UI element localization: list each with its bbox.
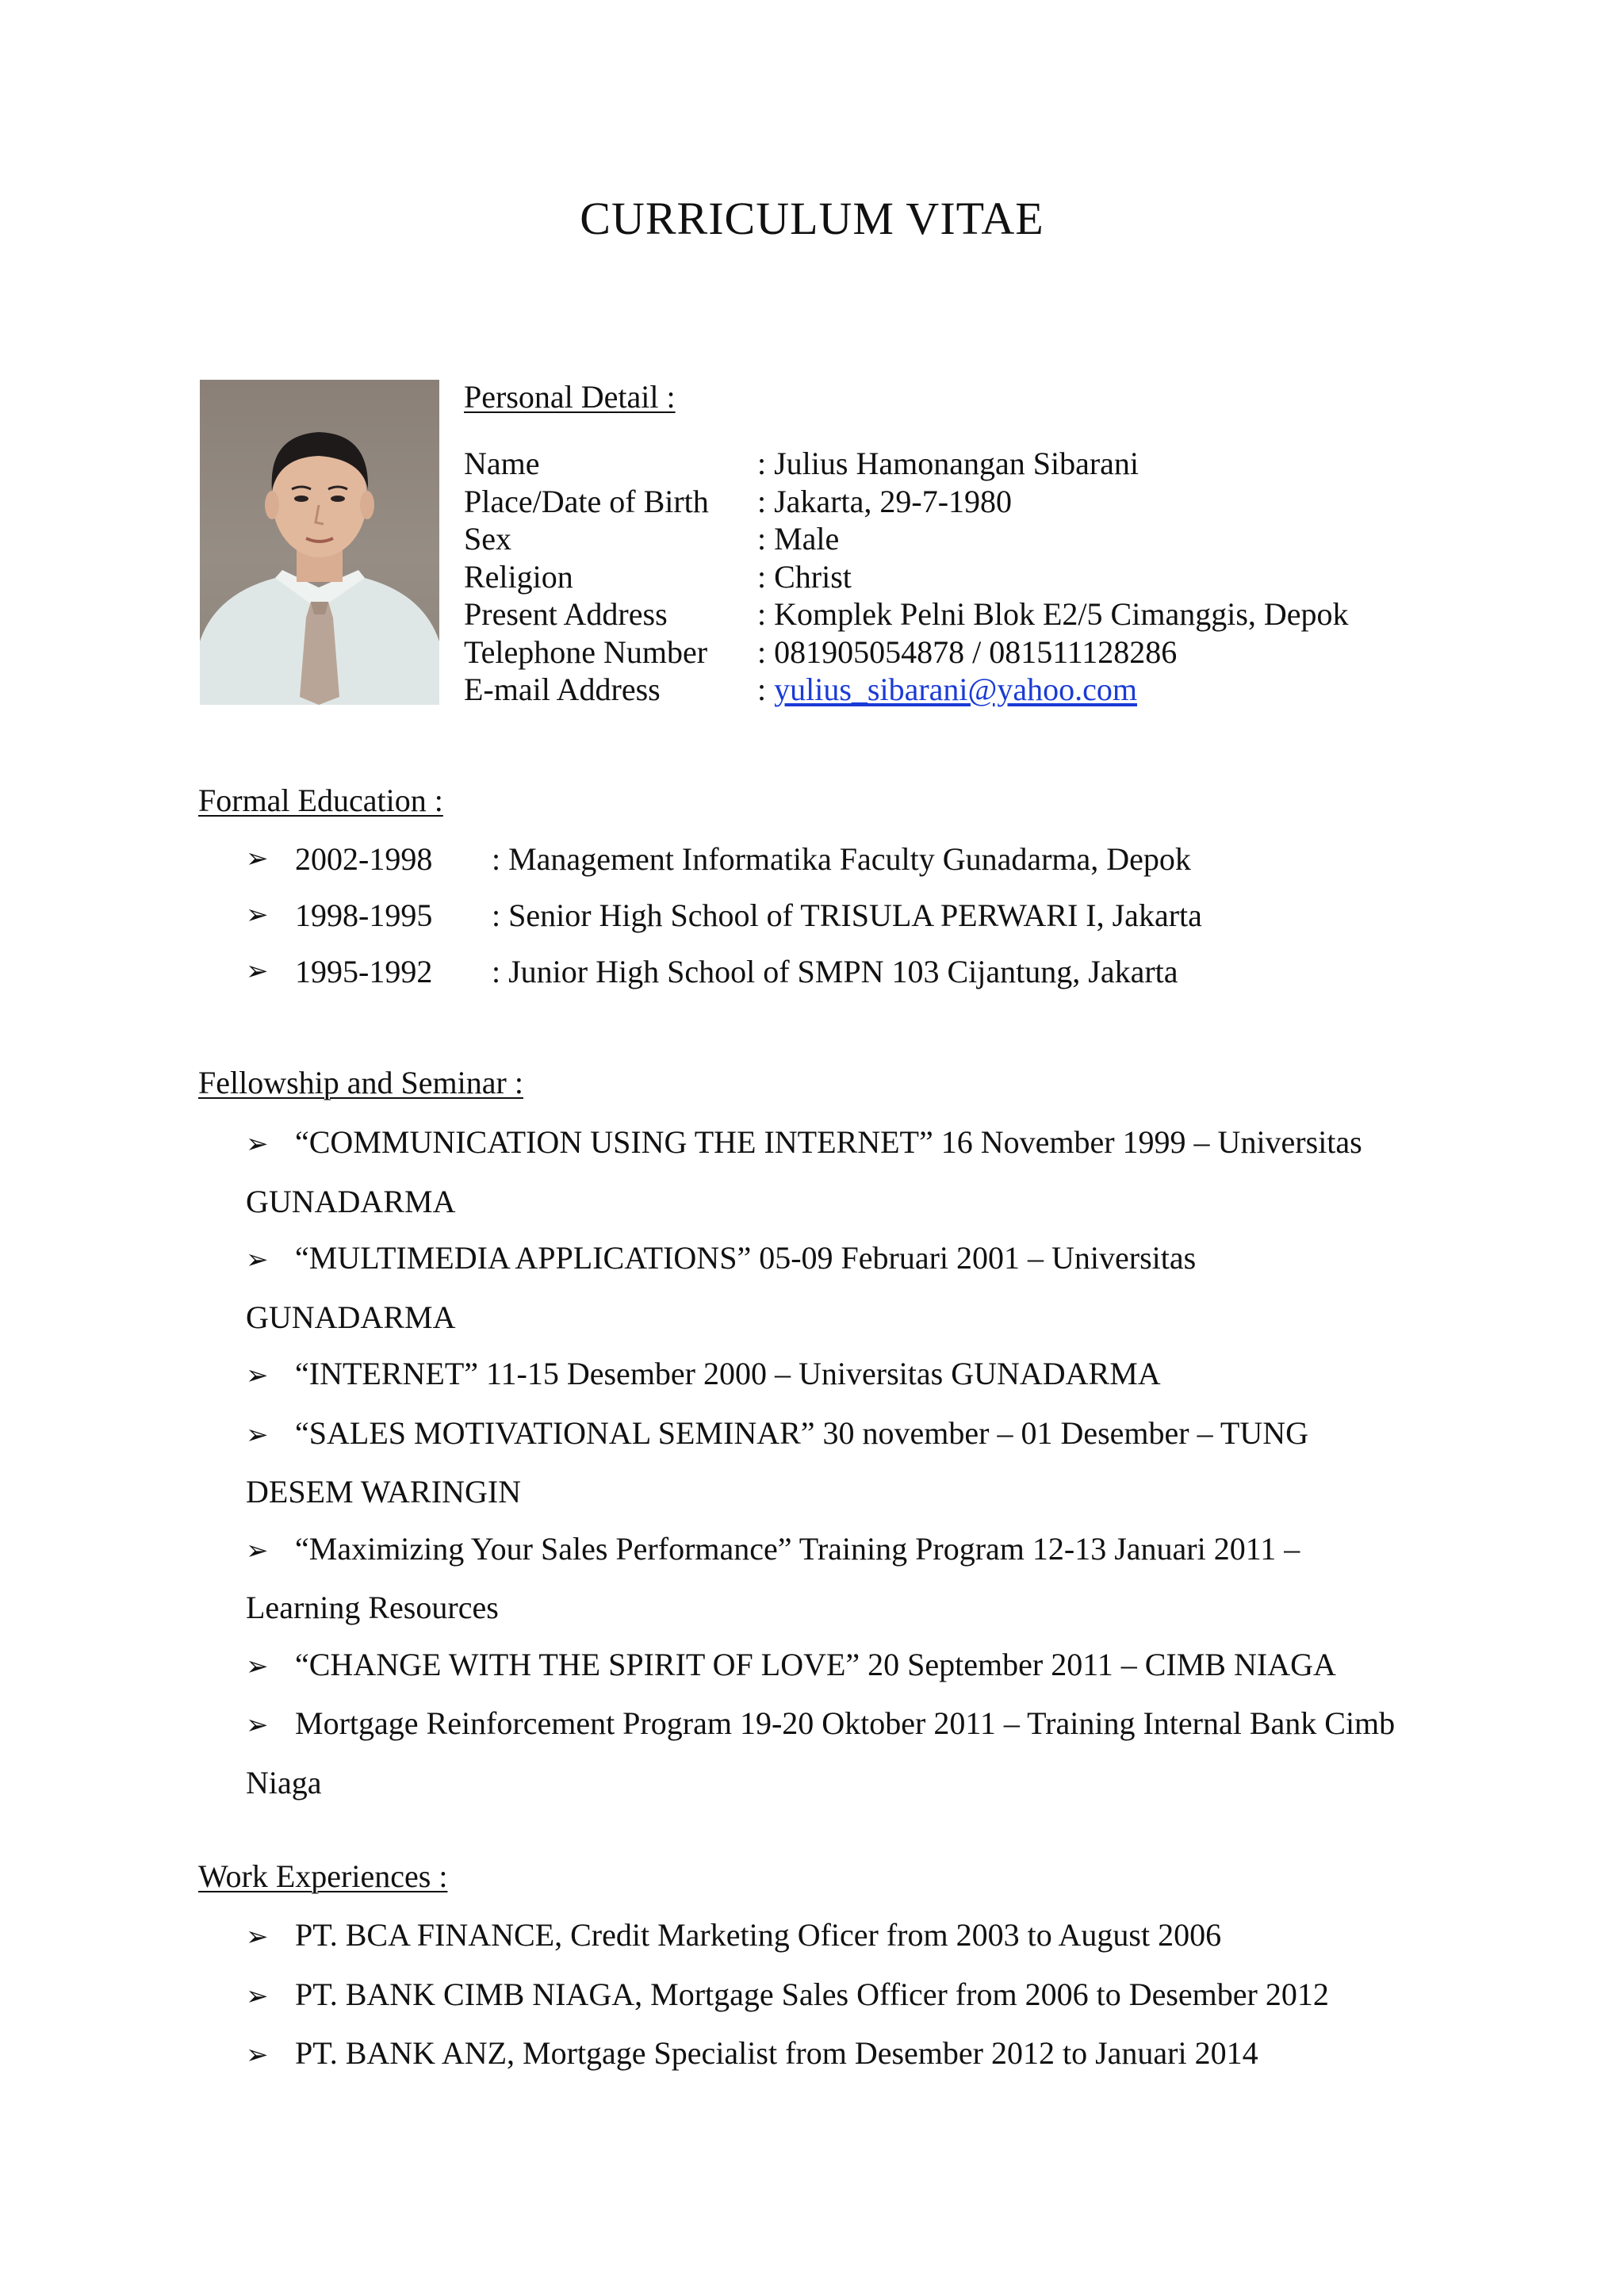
- arrowhead-bullet-icon: ➢: [246, 955, 269, 987]
- education-detail: : Senior High School of TRISULA PERWARI I, Jakarta: [492, 897, 1202, 933]
- fellowship-text: Mortgage Reinforcement Program 19-20 Oktober 2011 – Training Internal Bank Cimb Niaga: [246, 1705, 1396, 1800]
- detail-value: [757, 671, 1137, 709]
- work-text: PT. BCA FINANCE, Credit Marketing Oficer from 2003 to August 2006: [295, 1917, 1222, 1953]
- arrowhead-bullet-icon: ➢: [246, 843, 269, 874]
- detail-label: Place/Date of Birth: [464, 483, 709, 519]
- education-list: [246, 831, 1411, 1000]
- detail-value: : Male: [757, 521, 840, 557]
- list-item: [246, 1521, 1411, 1636]
- personal-detail-heading: Personal Detail :: [464, 379, 676, 415]
- detail-label: E-mail Address: [464, 672, 661, 707]
- arrowhead-bullet-icon: ➢: [246, 1650, 269, 1682]
- fellowship-text: “INTERNET” 11-15 Desember 2000 – Universitas GUNADARMA: [295, 1356, 1161, 1391]
- list-item: [246, 887, 1411, 943]
- fellowship-text: “MULTIMEDIA APPLICATIONS” 05-09 Februari 2001 – Universitas GUNADARMA: [246, 1240, 1197, 1335]
- person-portrait-icon: [200, 380, 439, 705]
- detail-row-address: [464, 595, 1349, 633]
- work-text: PT. BANK ANZ, Mortgage Specialist from Desember 2012 to Januari 2014: [295, 2035, 1258, 2071]
- detail-value: : Christ: [757, 558, 852, 595]
- arrowhead-bullet-icon: ➢: [246, 1921, 269, 1953]
- arrowhead-bullet-icon: ➢: [246, 2039, 269, 2071]
- work-list: [246, 1907, 1411, 2084]
- detail-row-email: [464, 671, 1349, 709]
- list-item: [246, 1966, 1411, 2026]
- work-experiences-heading: Work Experiences :: [198, 1858, 448, 1894]
- list-item: [246, 1695, 1411, 1811]
- list-item: [246, 1230, 1411, 1345]
- fellowship-text: “CHANGE WITH THE SPIRIT OF LOVE” 20 September 2011 – CIMB NIAGA: [295, 1646, 1336, 1682]
- arrowhead-bullet-icon: ➢: [246, 1980, 269, 2012]
- personal-detail-table: [464, 445, 1349, 709]
- work-text: PT. BANK CIMB NIAGA, Mortgage Sales Officer from 2006 to Desember 2012: [295, 1976, 1329, 2012]
- education-years: 2002-1998: [295, 841, 433, 877]
- detail-label: Telephone Number: [464, 633, 708, 670]
- email-link[interactable]: yulius_sibarani@yahoo.com: [774, 672, 1137, 707]
- detail-row-name: [464, 445, 1349, 483]
- fellowship-seminar-heading: Fellowship and Seminar :: [198, 1065, 523, 1100]
- detail-value: : Julius Hamonangan Sibarani: [757, 446, 1139, 481]
- page-title: CURRICULUM VITAE: [580, 193, 1044, 244]
- list-item: [246, 2025, 1411, 2084]
- profile-photo: [200, 380, 439, 705]
- education-years: 1995-1992: [295, 954, 433, 989]
- list-item: [246, 943, 1411, 1000]
- list-item: [246, 1114, 1411, 1230]
- list-item: [246, 1636, 1411, 1696]
- detail-value: : Komplek Pelni Blok E2/5 Cimanggis, Depok: [757, 596, 1349, 632]
- list-item: [246, 1345, 1411, 1405]
- education-years: 1998-1995: [295, 897, 433, 933]
- list-item: [246, 1405, 1411, 1521]
- detail-label: Present Address: [464, 596, 668, 632]
- arrowhead-bullet-icon: ➢: [246, 899, 269, 931]
- fellowship-list: [246, 1114, 1411, 1811]
- detail-label: Sex: [464, 521, 511, 557]
- education-detail: : Junior High School of SMPN 103 Cijantung, Jakarta: [492, 954, 1178, 989]
- formal-education-heading: Formal Education :: [198, 783, 443, 818]
- arrowhead-bullet-icon: ➢: [246, 1418, 269, 1451]
- list-item: [246, 831, 1411, 887]
- detail-row-telephone: [464, 633, 1349, 672]
- arrowhead-bullet-icon: ➢: [246, 1244, 269, 1276]
- arrowhead-bullet-icon: ➢: [246, 1128, 269, 1160]
- list-item: [246, 1907, 1411, 1966]
- detail-label: Religion: [464, 558, 573, 595]
- arrowhead-bullet-icon: ➢: [246, 1360, 269, 1391]
- fellowship-text: “Maximizing Your Sales Performance” Training Program 12-13 Januari 2011 – Learning Resources: [246, 1530, 1300, 1625]
- detail-row-sex: [464, 520, 1349, 558]
- arrowhead-bullet-icon: ➢: [246, 1534, 269, 1567]
- education-detail: : Management Informatika Faculty Gunadarma, Depok: [492, 841, 1191, 877]
- detail-label: Name: [464, 446, 540, 481]
- fellowship-text: “COMMUNICATION USING THE INTERNET” 16 November 1999 – Universitas GUNADARMA: [246, 1124, 1362, 1219]
- fellowship-text: “SALES MOTIVATIONAL SEMINAR” 30 november – 01 Desember – TUNG DESEM WARINGIN: [246, 1414, 1308, 1510]
- detail-row-religion: [464, 558, 1349, 596]
- arrowhead-bullet-icon: ➢: [246, 1709, 269, 1741]
- detail-value: : Jakarta, 29-7-1980: [757, 483, 1013, 519]
- email-prefix: :: [757, 672, 775, 707]
- detail-row-birth: [464, 483, 1349, 521]
- detail-value: : 081905054878 / 081511128286: [757, 633, 1178, 670]
